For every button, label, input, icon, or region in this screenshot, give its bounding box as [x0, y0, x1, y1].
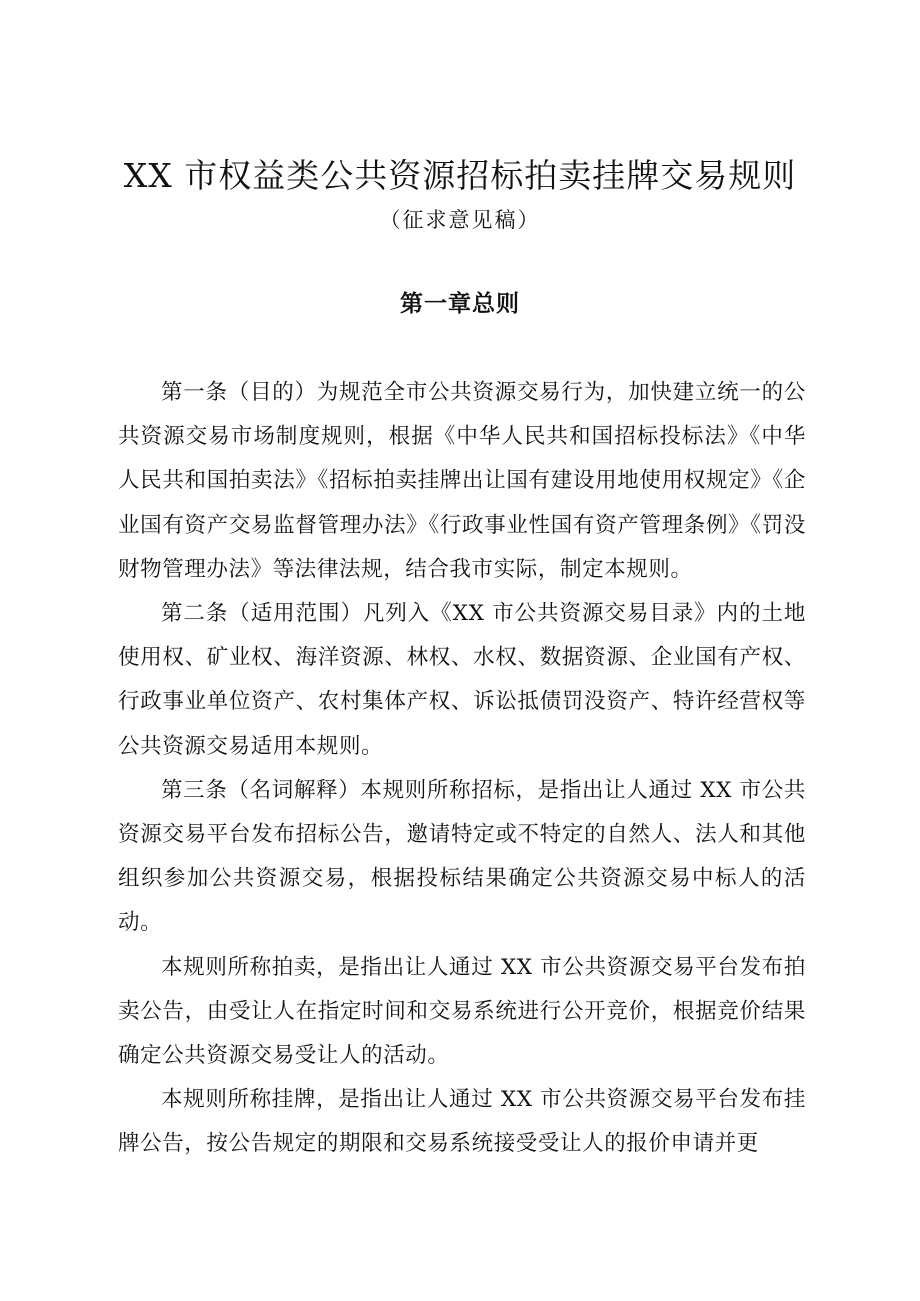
listing-definition-paragraph: 本规则所称挂牌，是指出让人通过 XX 市公共资源交易平台发布挂牌公告，按公告规定的期限和交易系统接受受让人的报价申请并更 — [118, 1087, 806, 1157]
chapter-heading: 第一章总则 — [400, 291, 520, 317]
article-1-paragraph: 第一条（目的）为规范全市公共资源交易行为，加快建立统一的公共资源交易市场制度规则，根据《中华人民共和国招标投标法》《中华人民共和国拍卖法》《招标拍卖挂牌出让国有建设用地使用权规定》《企业国有资产交易监督管理办法》《行政事业性国有资产管理条例》《罚没财物管理办法》等法律法规，结合我市实际，制定本规则。 — [118, 380, 806, 582]
document-title: XX 市权益类公共资源招标拍卖挂牌交易规则 — [123, 156, 797, 195]
document-subtitle: （征求意见稿） — [379, 208, 541, 232]
auction-definition-paragraph: 本规则所称拍卖，是指出让人通过 XX 市公共资源交易平台发布拍卖公告，由受让人在指定时间和交易系统进行公开竞价，根据竞价结果确定公共资源交易受让人的活动。 — [118, 954, 806, 1069]
article-3-paragraph: 第三条（名词解释）本规则所称招标，是指出让人通过 XX 市公共资源交易平台发布招标公告，邀请特定或不特定的自然人、法人和其他组织参加公共资源交易，根据投标结果确定公共资源交易中标人的活动。 — [118, 777, 806, 936]
document-body — [118, 371, 806, 1167]
article-2-paragraph: 第二条（适用范围）凡列入《XX 市公共资源交易目录》内的土地使用权、矿业权、海洋资源、林权、水权、数据资源、企业国有产权、行政事业单位资产、农村集体产权、诉讼抵债罚没资产、特许经营权等公共资源交易适用本规则。 — [118, 601, 806, 759]
